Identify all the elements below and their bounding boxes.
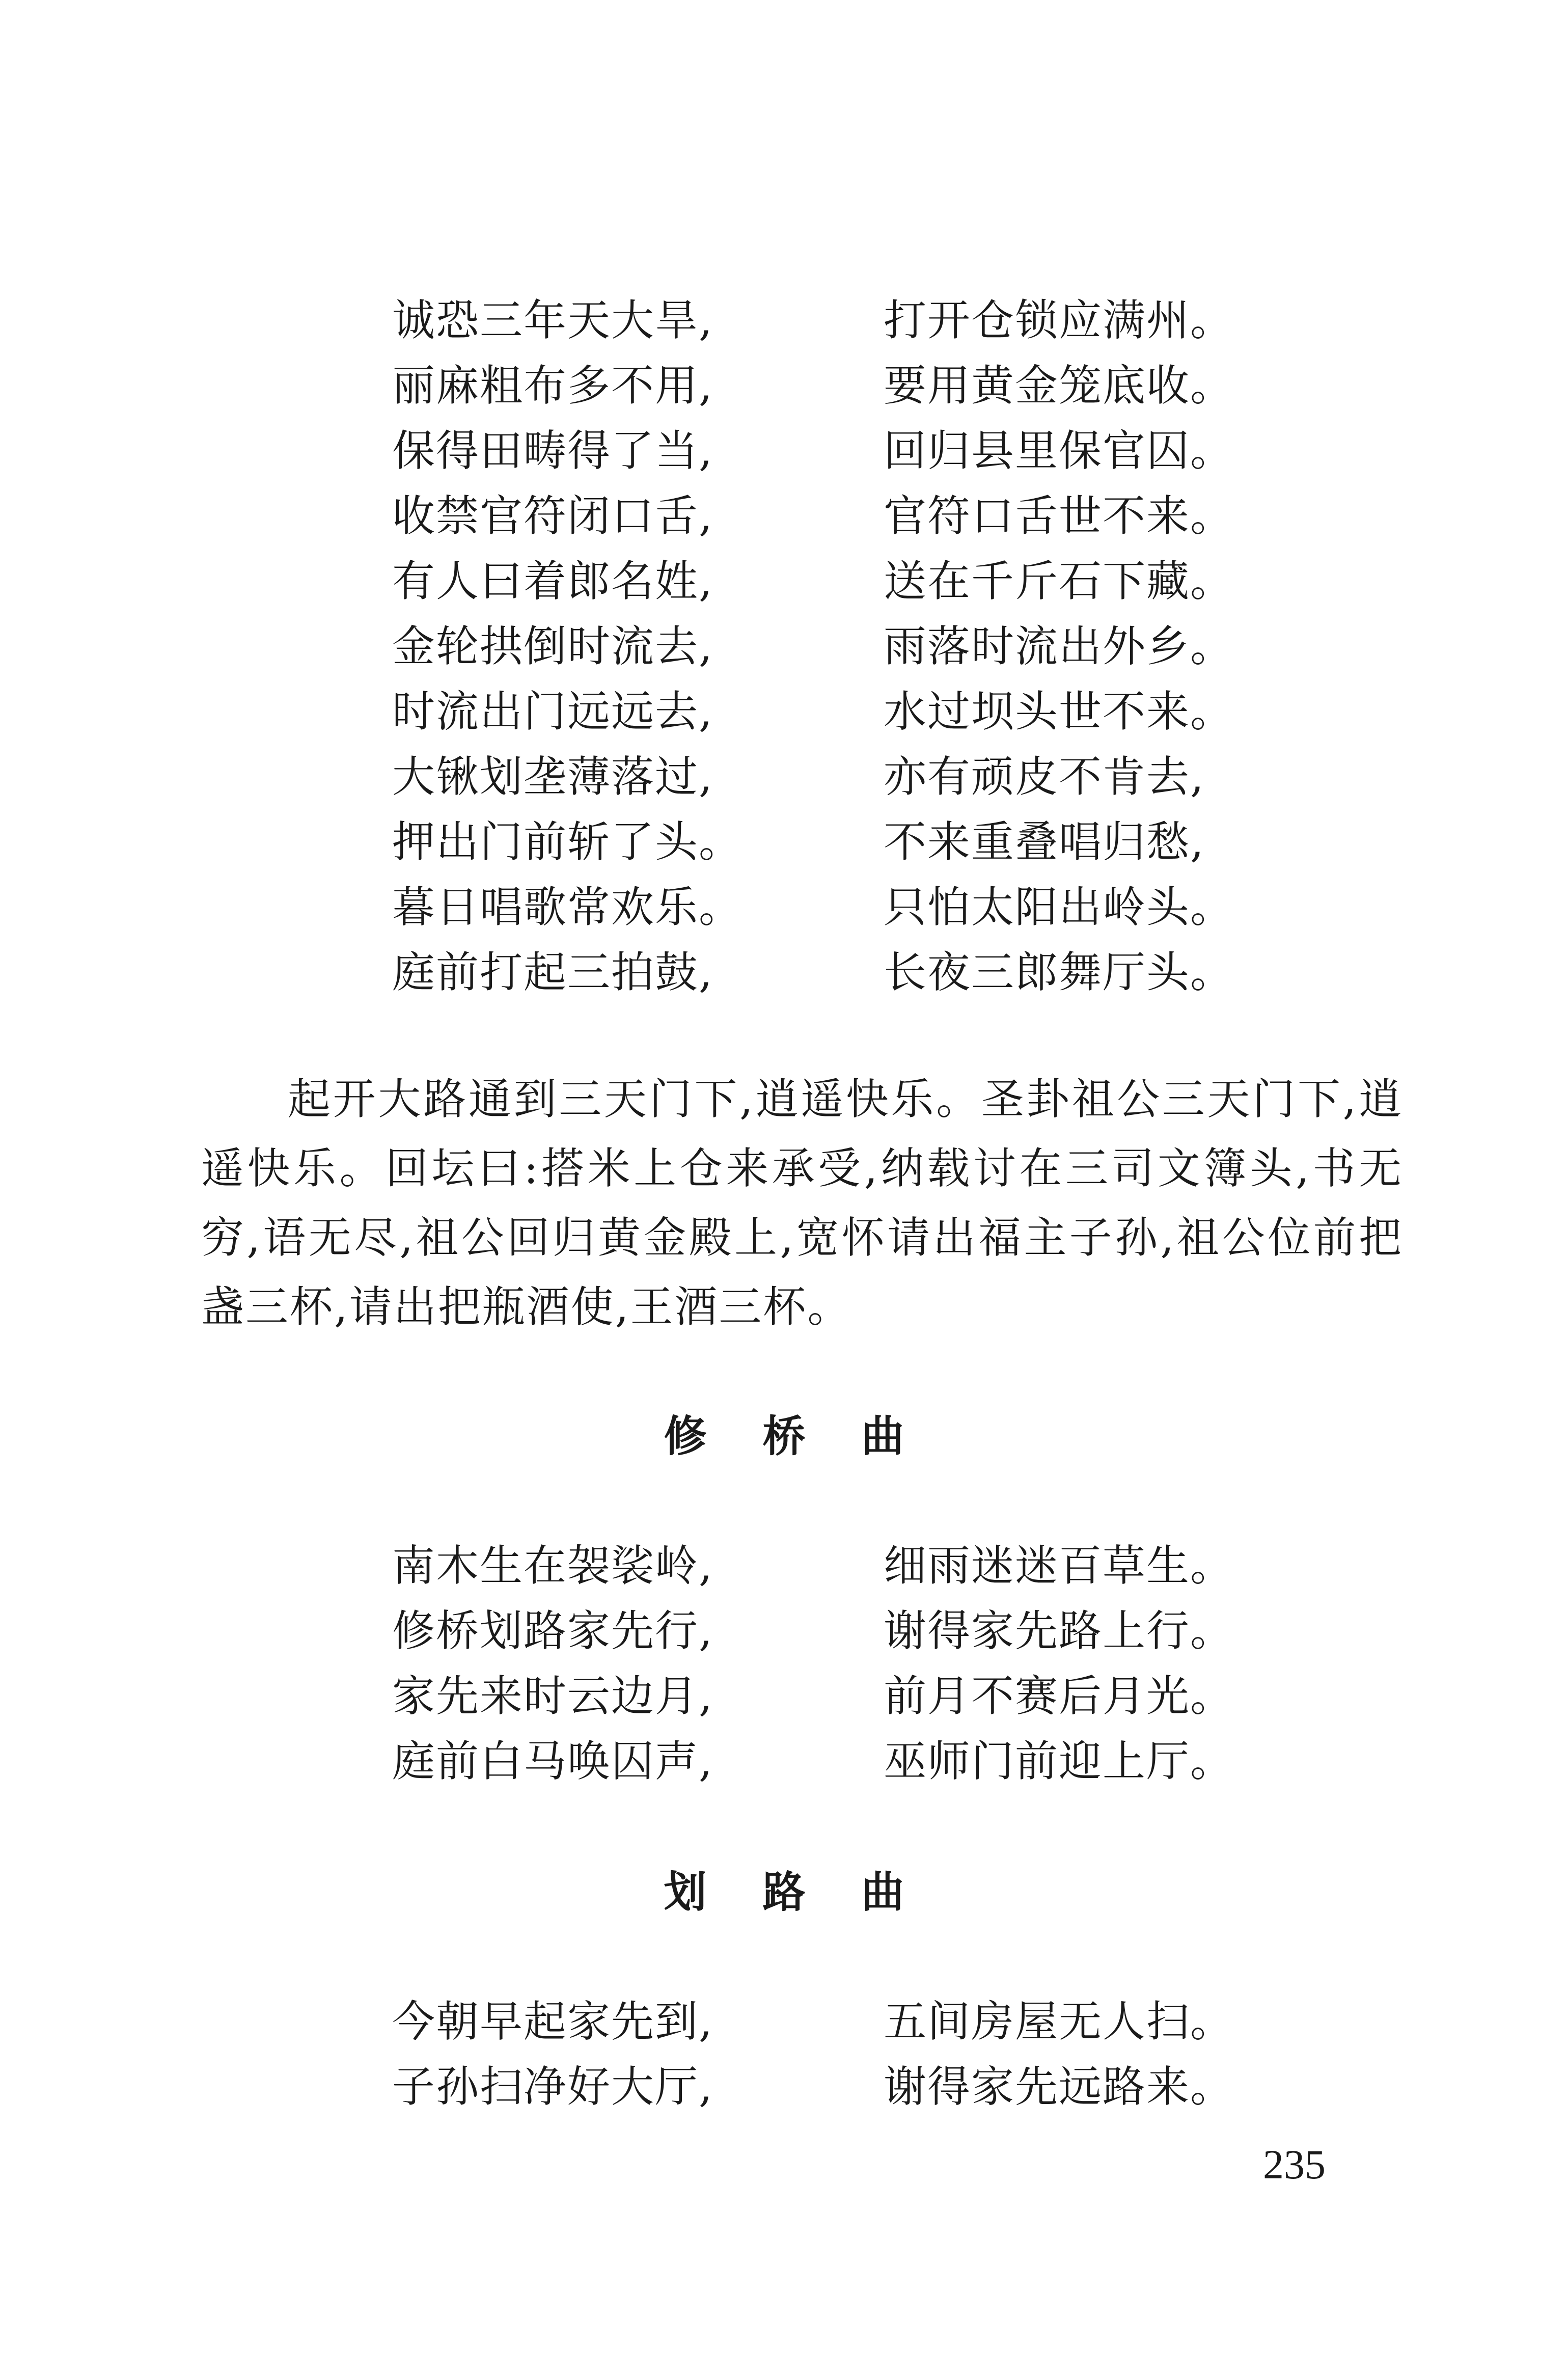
verse-right: 回归县里保官囚。 [884, 426, 1234, 476]
verse-line [0, 1663, 1568, 1729]
verse-right: 细雨迷迷百草生。 [884, 1541, 1234, 1591]
verse-left: 有人曰着郎名姓, [392, 556, 713, 606]
verse-right: 雨落时流出外乡。 [884, 621, 1234, 671]
verse-block-2 [0, 1533, 1568, 1794]
verse-left: 保得田畴得了当, [392, 426, 713, 476]
verse-right: 不来重叠唱归愁, [884, 817, 1205, 867]
verse-left: 子孙扫净好大厅, [392, 2062, 713, 2112]
verse-right: 长夜三郎舞厅头。 [884, 947, 1234, 997]
verse-line [0, 1729, 1568, 1794]
verse-line [0, 744, 1568, 809]
verse-line [0, 483, 1568, 549]
verse-left: 大锹划垄薄落过, [392, 752, 713, 802]
verse-right: 打开仓锁应满州。 [884, 295, 1234, 345]
verse-left: 暮日唱歌常欢乐。 [392, 882, 743, 932]
verse-line [0, 549, 1568, 614]
verse-line [0, 809, 1568, 874]
verse-line [0, 614, 1568, 679]
section-title-hualuqu: 划路曲 [664, 1867, 960, 1917]
verse-left: 丽麻粗布多不用, [392, 361, 713, 411]
verse-right: 谢得家先路上行。 [884, 1606, 1234, 1656]
verse-right: 官符口舌世不来。 [884, 491, 1234, 541]
verse-left: 今朝早起家先到, [392, 1997, 713, 2046]
verse-line [0, 353, 1568, 418]
verse-left: 庭前白马唤囚声, [392, 1736, 713, 1786]
verse-line [0, 418, 1568, 483]
verse-line [0, 288, 1568, 353]
verse-left: 家先来时云边月, [392, 1671, 713, 1721]
verse-right: 五间房屋无人扫。 [884, 1997, 1234, 2046]
verse-line [0, 2054, 1568, 2119]
verse-left: 南木生在袈裟岭, [392, 1541, 713, 1591]
verse-left: 收禁官符闭口舌, [392, 491, 713, 541]
verse-right: 谢得家先远路来。 [884, 2062, 1234, 2112]
page-number: 235 [1263, 2141, 1326, 2188]
section-title-xiuqiaoqu: 修桥曲 [664, 1411, 960, 1461]
verse-line [0, 679, 1568, 744]
verse-left: 修桥划路家先行, [392, 1606, 713, 1656]
prose-paragraph: 起开大路通到三天门下,逍遥快乐。圣卦祖公三天门下,逍遥快乐。回坛曰:搭米上仓来承受,纳载讨在三司文簿头,书无穷,语无尽,祖公回归黄金殿上,宽怀请出福主子孙,祖公位前把盏三杯,请出把瓶酒使,王酒三杯。 [201, 1074, 1403, 1332]
verse-line [0, 874, 1568, 940]
verse-block-3 [0, 1989, 1568, 2119]
verse-right: 要用黄金笼底收。 [884, 361, 1234, 411]
verse-line [0, 1533, 1568, 1598]
verse-left: 诚恐三年天大旱, [392, 295, 713, 345]
verse-right: 水过坝头世不来。 [884, 687, 1234, 736]
verse-block-1 [0, 288, 1568, 1005]
verse-line [0, 1989, 1568, 2054]
verse-left: 庭前打起三拍鼓, [392, 947, 713, 997]
verse-right: 只怕太阳出岭头。 [884, 882, 1234, 932]
verse-right: 送在千斤石下藏。 [884, 556, 1234, 606]
verse-left: 时流出门远远去, [392, 687, 713, 736]
verse-line [0, 940, 1568, 1005]
verse-line [0, 1598, 1568, 1663]
verse-right: 巫师门前迎上厅。 [884, 1736, 1234, 1786]
verse-right: 亦有顽皮不肯去, [884, 752, 1205, 802]
verse-left: 押出门前斩了头。 [392, 817, 743, 867]
verse-right: 前月不赛后月光。 [884, 1671, 1234, 1721]
verse-left: 金轮拱倒时流去, [392, 621, 713, 671]
